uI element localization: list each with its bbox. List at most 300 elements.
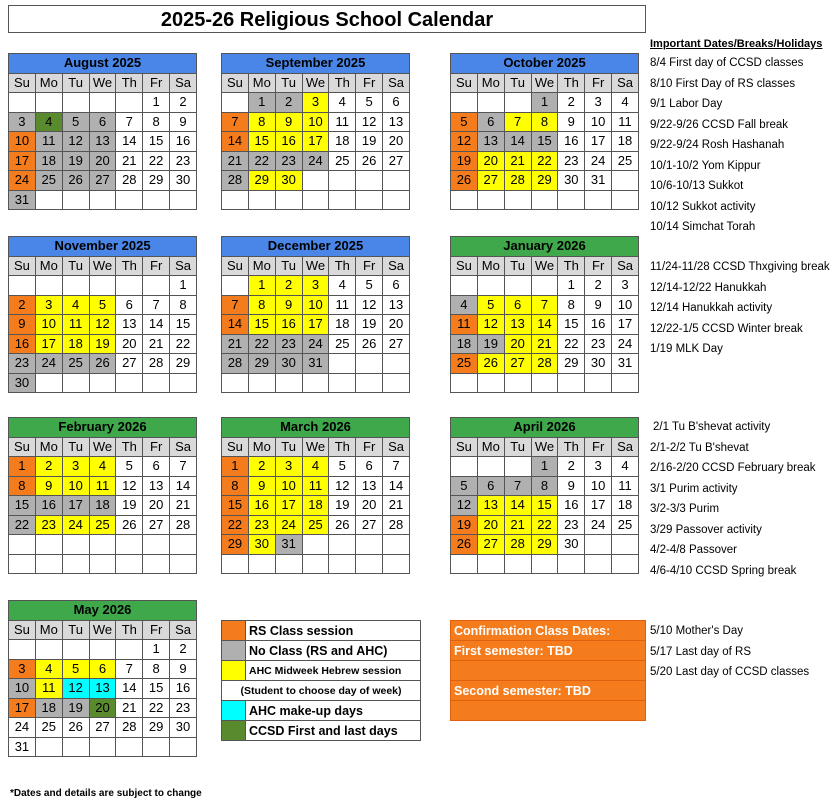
day-cell: 3 — [585, 457, 612, 477]
day-of-week: We — [89, 437, 116, 457]
day-cell: 23 — [585, 334, 612, 354]
day-cell — [62, 276, 89, 296]
day-cell: 26 — [356, 151, 383, 171]
day-cell: 9 — [558, 112, 585, 132]
day-cell — [451, 457, 478, 477]
day-cell: 28 — [504, 171, 531, 191]
day-of-week: Mo — [35, 620, 62, 640]
day-cell — [356, 554, 383, 574]
day-cell: 29 — [143, 171, 170, 191]
day-cell: 8 — [170, 295, 197, 315]
day-cell: 3 — [275, 457, 302, 477]
day-cell: 7 — [504, 112, 531, 132]
day-cell: 13 — [143, 476, 170, 496]
day-cell — [35, 93, 62, 113]
month-calendar — [450, 53, 639, 210]
day-cell: 8 — [531, 476, 558, 496]
month-title: October 2025 — [451, 54, 639, 74]
day-of-week: Fr — [356, 256, 383, 276]
day-cell: 28 — [116, 718, 143, 738]
day-cell: 13 — [477, 132, 504, 152]
month-title: December 2025 — [222, 237, 410, 257]
day-cell: 15 — [248, 132, 275, 152]
confirmation-title: Confirmation Class Dates: — [451, 621, 646, 641]
day-cell: 9 — [585, 295, 612, 315]
day-of-week: Fr — [143, 256, 170, 276]
day-cell — [35, 535, 62, 555]
day-cell: 19 — [89, 334, 116, 354]
day-cell — [302, 190, 329, 210]
day-cell: 12 — [356, 295, 383, 315]
day-cell: 3 — [612, 276, 639, 296]
day-cell: 8 — [531, 112, 558, 132]
important-date: 9/22-9/26 CCSD Fall break — [650, 118, 789, 131]
day-cell: 29 — [222, 535, 249, 555]
day-cell — [89, 640, 116, 660]
day-of-week: Mo — [35, 437, 62, 457]
day-cell: 2 — [170, 93, 197, 113]
day-cell — [275, 554, 302, 574]
day-cell: 7 — [170, 457, 197, 477]
day-cell: 21 — [531, 334, 558, 354]
day-cell: 7 — [222, 295, 249, 315]
day-cell — [329, 354, 356, 374]
important-date: 9/22-9/24 Rosh Hashanah — [650, 139, 785, 151]
day-cell: 18 — [329, 315, 356, 335]
day-cell — [383, 190, 410, 210]
day-cell — [451, 554, 478, 574]
day-of-week: We — [89, 256, 116, 276]
important-date: 8/10 First Day of RS classes — [650, 77, 796, 90]
day-cell — [222, 190, 249, 210]
day-cell: 22 — [248, 334, 275, 354]
day-cell — [89, 276, 116, 296]
day-cell: 26 — [89, 354, 116, 374]
day-of-week: Sa — [612, 437, 639, 457]
day-cell — [477, 276, 504, 296]
day-cell — [35, 554, 62, 574]
day-cell: 13 — [89, 679, 116, 699]
day-cell: 11 — [62, 315, 89, 335]
day-of-week: Tu — [62, 73, 89, 93]
day-of-week: Sa — [383, 437, 410, 457]
day-of-week: We — [531, 437, 558, 457]
day-cell — [116, 93, 143, 113]
day-cell: 9 — [35, 476, 62, 496]
day-cell: 6 — [477, 476, 504, 496]
day-cell: 2 — [35, 457, 62, 477]
day-cell: 27 — [477, 171, 504, 191]
day-cell — [504, 373, 531, 393]
day-cell: 20 — [89, 698, 116, 718]
day-cell: 12 — [89, 315, 116, 335]
day-cell: 11 — [612, 476, 639, 496]
day-cell — [143, 554, 170, 574]
day-cell: 5 — [477, 295, 504, 315]
day-cell: 14 — [222, 315, 249, 335]
day-cell: 17 — [302, 132, 329, 152]
day-of-week: Sa — [612, 256, 639, 276]
day-cell — [451, 93, 478, 113]
day-cell: 13 — [383, 112, 410, 132]
confirmation-first: First semester: TBD — [451, 641, 646, 661]
day-of-week: Th — [329, 256, 356, 276]
day-cell: 19 — [356, 132, 383, 152]
day-of-week: Sa — [383, 73, 410, 93]
day-cell: 5 — [356, 93, 383, 113]
day-cell: 20 — [504, 334, 531, 354]
confirmation-box — [450, 620, 646, 721]
day-cell — [329, 190, 356, 210]
day-cell: 2 — [9, 295, 36, 315]
day-cell — [89, 373, 116, 393]
day-cell — [170, 373, 197, 393]
day-cell — [504, 457, 531, 477]
day-cell: 29 — [558, 354, 585, 374]
day-cell: 20 — [143, 496, 170, 516]
day-of-week: We — [302, 256, 329, 276]
day-cell: 1 — [9, 457, 36, 477]
day-cell: 7 — [504, 476, 531, 496]
day-cell: 2 — [275, 93, 302, 113]
day-cell: 4 — [612, 457, 639, 477]
day-of-week: Su — [451, 73, 478, 93]
day-cell: 23 — [275, 151, 302, 171]
day-cell — [356, 190, 383, 210]
day-of-week: Tu — [275, 73, 302, 93]
day-cell: 21 — [504, 151, 531, 171]
day-cell: 15 — [222, 496, 249, 516]
day-cell: 14 — [531, 315, 558, 335]
day-cell: 15 — [9, 496, 36, 516]
day-cell: 3 — [9, 112, 36, 132]
day-cell: 1 — [248, 93, 275, 113]
day-of-week: Tu — [504, 437, 531, 457]
day-cell: 13 — [116, 315, 143, 335]
day-cell: 6 — [477, 112, 504, 132]
day-of-week: Mo — [248, 256, 275, 276]
day-cell: 16 — [558, 496, 585, 516]
day-cell: 18 — [329, 132, 356, 152]
day-of-week: Sa — [612, 73, 639, 93]
day-cell: 21 — [143, 334, 170, 354]
day-cell: 9 — [275, 295, 302, 315]
day-cell: 11 — [612, 112, 639, 132]
day-cell: 26 — [116, 515, 143, 535]
day-cell — [477, 554, 504, 574]
day-cell — [477, 373, 504, 393]
day-cell — [383, 171, 410, 191]
day-cell: 15 — [531, 496, 558, 516]
day-cell — [116, 373, 143, 393]
day-of-week: Fr — [143, 437, 170, 457]
day-cell: 25 — [612, 515, 639, 535]
day-cell — [143, 737, 170, 757]
day-cell: 7 — [531, 295, 558, 315]
day-cell: 19 — [477, 334, 504, 354]
day-of-week: We — [531, 256, 558, 276]
day-cell: 27 — [89, 718, 116, 738]
day-of-week: Tu — [504, 73, 531, 93]
day-cell — [89, 737, 116, 757]
day-cell — [116, 535, 143, 555]
day-cell — [531, 190, 558, 210]
day-cell: 29 — [531, 171, 558, 191]
important-dates-heading: Important Dates/Breaks/Holidays — [650, 38, 823, 50]
day-cell: 30 — [585, 354, 612, 374]
day-of-week: Sa — [383, 256, 410, 276]
day-cell: 16 — [558, 132, 585, 152]
month-title: March 2026 — [222, 418, 410, 438]
day-cell: 9 — [558, 476, 585, 496]
day-cell: 21 — [116, 151, 143, 171]
day-of-week: Su — [9, 256, 36, 276]
day-cell: 30 — [170, 171, 197, 191]
day-cell — [222, 93, 249, 113]
day-cell: 23 — [35, 515, 62, 535]
day-cell: 4 — [612, 93, 639, 113]
day-cell — [116, 554, 143, 574]
day-cell: 27 — [504, 354, 531, 374]
important-date: 3/29 Passover activity — [650, 523, 762, 536]
day-cell — [451, 276, 478, 296]
day-of-week: Mo — [477, 437, 504, 457]
day-of-week: Sa — [170, 437, 197, 457]
day-cell: 13 — [477, 496, 504, 516]
day-of-week: We — [302, 437, 329, 457]
day-cell: 20 — [89, 151, 116, 171]
day-cell: 17 — [585, 132, 612, 152]
day-of-week: Fr — [356, 437, 383, 457]
day-cell: 23 — [9, 354, 36, 374]
day-cell: 6 — [356, 457, 383, 477]
day-cell: 19 — [116, 496, 143, 516]
day-cell: 24 — [35, 354, 62, 374]
day-cell: 28 — [383, 515, 410, 535]
important-date: 11/24-11/28 CCSD Thxgiving break — [650, 261, 830, 273]
day-cell — [248, 373, 275, 393]
month-title: April 2026 — [451, 418, 639, 438]
day-cell — [612, 535, 639, 555]
day-cell: 15 — [558, 315, 585, 335]
day-cell — [9, 640, 36, 660]
day-cell: 27 — [477, 535, 504, 555]
day-cell — [62, 640, 89, 660]
day-of-week: Fr — [143, 73, 170, 93]
day-cell — [170, 737, 197, 757]
day-cell: 27 — [383, 151, 410, 171]
day-cell: 9 — [275, 112, 302, 132]
day-cell: 6 — [383, 276, 410, 296]
day-cell: 29 — [531, 535, 558, 555]
day-cell: 25 — [302, 515, 329, 535]
day-cell: 25 — [89, 515, 116, 535]
day-cell: 1 — [531, 93, 558, 113]
day-cell: 17 — [585, 496, 612, 516]
day-cell: 12 — [116, 476, 143, 496]
day-cell — [62, 373, 89, 393]
day-cell: 12 — [356, 112, 383, 132]
day-of-week: Fr — [585, 437, 612, 457]
day-cell — [585, 535, 612, 555]
month-title: January 2026 — [451, 237, 639, 257]
day-cell — [302, 535, 329, 555]
day-cell — [504, 276, 531, 296]
day-cell: 22 — [531, 515, 558, 535]
day-cell: 12 — [329, 476, 356, 496]
day-cell: 14 — [504, 496, 531, 516]
day-cell: 11 — [329, 112, 356, 132]
day-cell: 15 — [143, 132, 170, 152]
day-cell: 29 — [143, 718, 170, 738]
day-cell — [612, 190, 639, 210]
day-cell: 28 — [222, 171, 249, 191]
day-cell — [612, 171, 639, 191]
day-of-week: Th — [329, 73, 356, 93]
day-cell: 8 — [222, 476, 249, 496]
day-cell: 17 — [9, 698, 36, 718]
day-of-week: Su — [222, 437, 249, 457]
day-cell: 5 — [451, 476, 478, 496]
day-cell — [9, 535, 36, 555]
day-cell: 9 — [170, 659, 197, 679]
day-cell — [35, 640, 62, 660]
day-cell: 4 — [329, 276, 356, 296]
day-cell — [477, 93, 504, 113]
day-cell: 17 — [275, 496, 302, 516]
day-cell: 4 — [35, 659, 62, 679]
day-cell: 9 — [9, 315, 36, 335]
day-cell: 29 — [248, 171, 275, 191]
day-cell — [222, 554, 249, 574]
important-date: 12/22-1/5 CCSD Winter break — [650, 322, 803, 335]
legend-swatch — [222, 661, 246, 681]
day-cell: 13 — [383, 295, 410, 315]
day-cell — [383, 554, 410, 574]
day-cell: 11 — [329, 295, 356, 315]
month-calendar — [221, 236, 410, 393]
important-date: 2/1 Tu B'shevat activity — [653, 421, 771, 433]
day-cell — [116, 276, 143, 296]
important-date: 10/14 Simchat Torah — [650, 221, 756, 233]
day-cell: 28 — [116, 171, 143, 191]
day-cell: 3 — [62, 457, 89, 477]
day-cell: 22 — [9, 515, 36, 535]
day-cell: 3 — [35, 295, 62, 315]
day-cell: 30 — [558, 535, 585, 555]
day-cell: 14 — [222, 132, 249, 152]
day-cell — [170, 190, 197, 210]
day-cell: 16 — [35, 496, 62, 516]
day-cell: 16 — [585, 315, 612, 335]
day-cell: 22 — [222, 515, 249, 535]
page-title: 2025-26 Religious School Calendar — [8, 5, 646, 33]
day-cell: 23 — [275, 334, 302, 354]
legend — [221, 620, 421, 741]
confirmation-second: Second semester: TBD — [451, 681, 646, 701]
day-cell — [383, 354, 410, 374]
day-cell: 28 — [143, 354, 170, 374]
important-date: 3/2-3/3 Purim — [650, 503, 720, 515]
day-cell: 30 — [170, 718, 197, 738]
day-cell: 6 — [89, 659, 116, 679]
day-cell: 7 — [383, 457, 410, 477]
day-cell: 10 — [585, 112, 612, 132]
day-cell — [383, 535, 410, 555]
confirmation-blank-2 — [451, 701, 646, 721]
day-cell: 22 — [170, 334, 197, 354]
legend-label: CCSD First and last days — [246, 721, 421, 741]
day-cell: 11 — [35, 132, 62, 152]
day-cell — [116, 737, 143, 757]
day-cell: 3 — [9, 659, 36, 679]
day-cell: 14 — [143, 315, 170, 335]
day-cell: 6 — [89, 112, 116, 132]
day-cell — [504, 190, 531, 210]
day-cell: 1 — [248, 276, 275, 296]
day-cell — [248, 190, 275, 210]
day-cell — [143, 276, 170, 296]
day-cell: 17 — [35, 334, 62, 354]
day-cell — [612, 373, 639, 393]
month-calendar — [221, 53, 410, 210]
day-cell: 20 — [356, 496, 383, 516]
day-cell: 13 — [356, 476, 383, 496]
day-cell — [451, 373, 478, 393]
day-of-week: Th — [329, 437, 356, 457]
footnote: *Dates and details are subject to change — [10, 788, 202, 799]
day-cell — [329, 171, 356, 191]
day-cell: 24 — [585, 151, 612, 171]
day-cell — [329, 535, 356, 555]
day-cell: 4 — [62, 295, 89, 315]
day-cell: 15 — [143, 679, 170, 699]
day-cell: 31 — [9, 737, 36, 757]
day-cell: 7 — [116, 112, 143, 132]
day-cell — [89, 93, 116, 113]
day-cell: 18 — [451, 334, 478, 354]
day-cell: 25 — [62, 354, 89, 374]
day-cell: 25 — [35, 171, 62, 191]
day-cell: 7 — [143, 295, 170, 315]
day-cell: 21 — [222, 151, 249, 171]
day-cell: 7 — [222, 112, 249, 132]
day-of-week: We — [531, 73, 558, 93]
day-cell: 18 — [302, 496, 329, 516]
day-of-week: Mo — [248, 437, 275, 457]
day-cell: 28 — [531, 354, 558, 374]
legend-swatch — [222, 641, 246, 661]
day-cell — [558, 373, 585, 393]
month-title: November 2025 — [9, 237, 197, 257]
day-cell: 5 — [356, 276, 383, 296]
day-cell: 20 — [383, 315, 410, 335]
day-cell: 4 — [451, 295, 478, 315]
day-cell — [329, 373, 356, 393]
day-cell: 5 — [89, 295, 116, 315]
day-cell: 23 — [170, 698, 197, 718]
day-of-week: We — [89, 620, 116, 640]
day-cell — [222, 373, 249, 393]
day-cell — [302, 171, 329, 191]
day-cell: 19 — [451, 515, 478, 535]
legend-label: AHC Midweek Hebrew session — [246, 661, 421, 681]
day-cell: 17 — [612, 315, 639, 335]
day-cell: 14 — [504, 132, 531, 152]
day-cell: 27 — [383, 334, 410, 354]
day-of-week: Fr — [356, 73, 383, 93]
day-cell: 16 — [275, 315, 302, 335]
